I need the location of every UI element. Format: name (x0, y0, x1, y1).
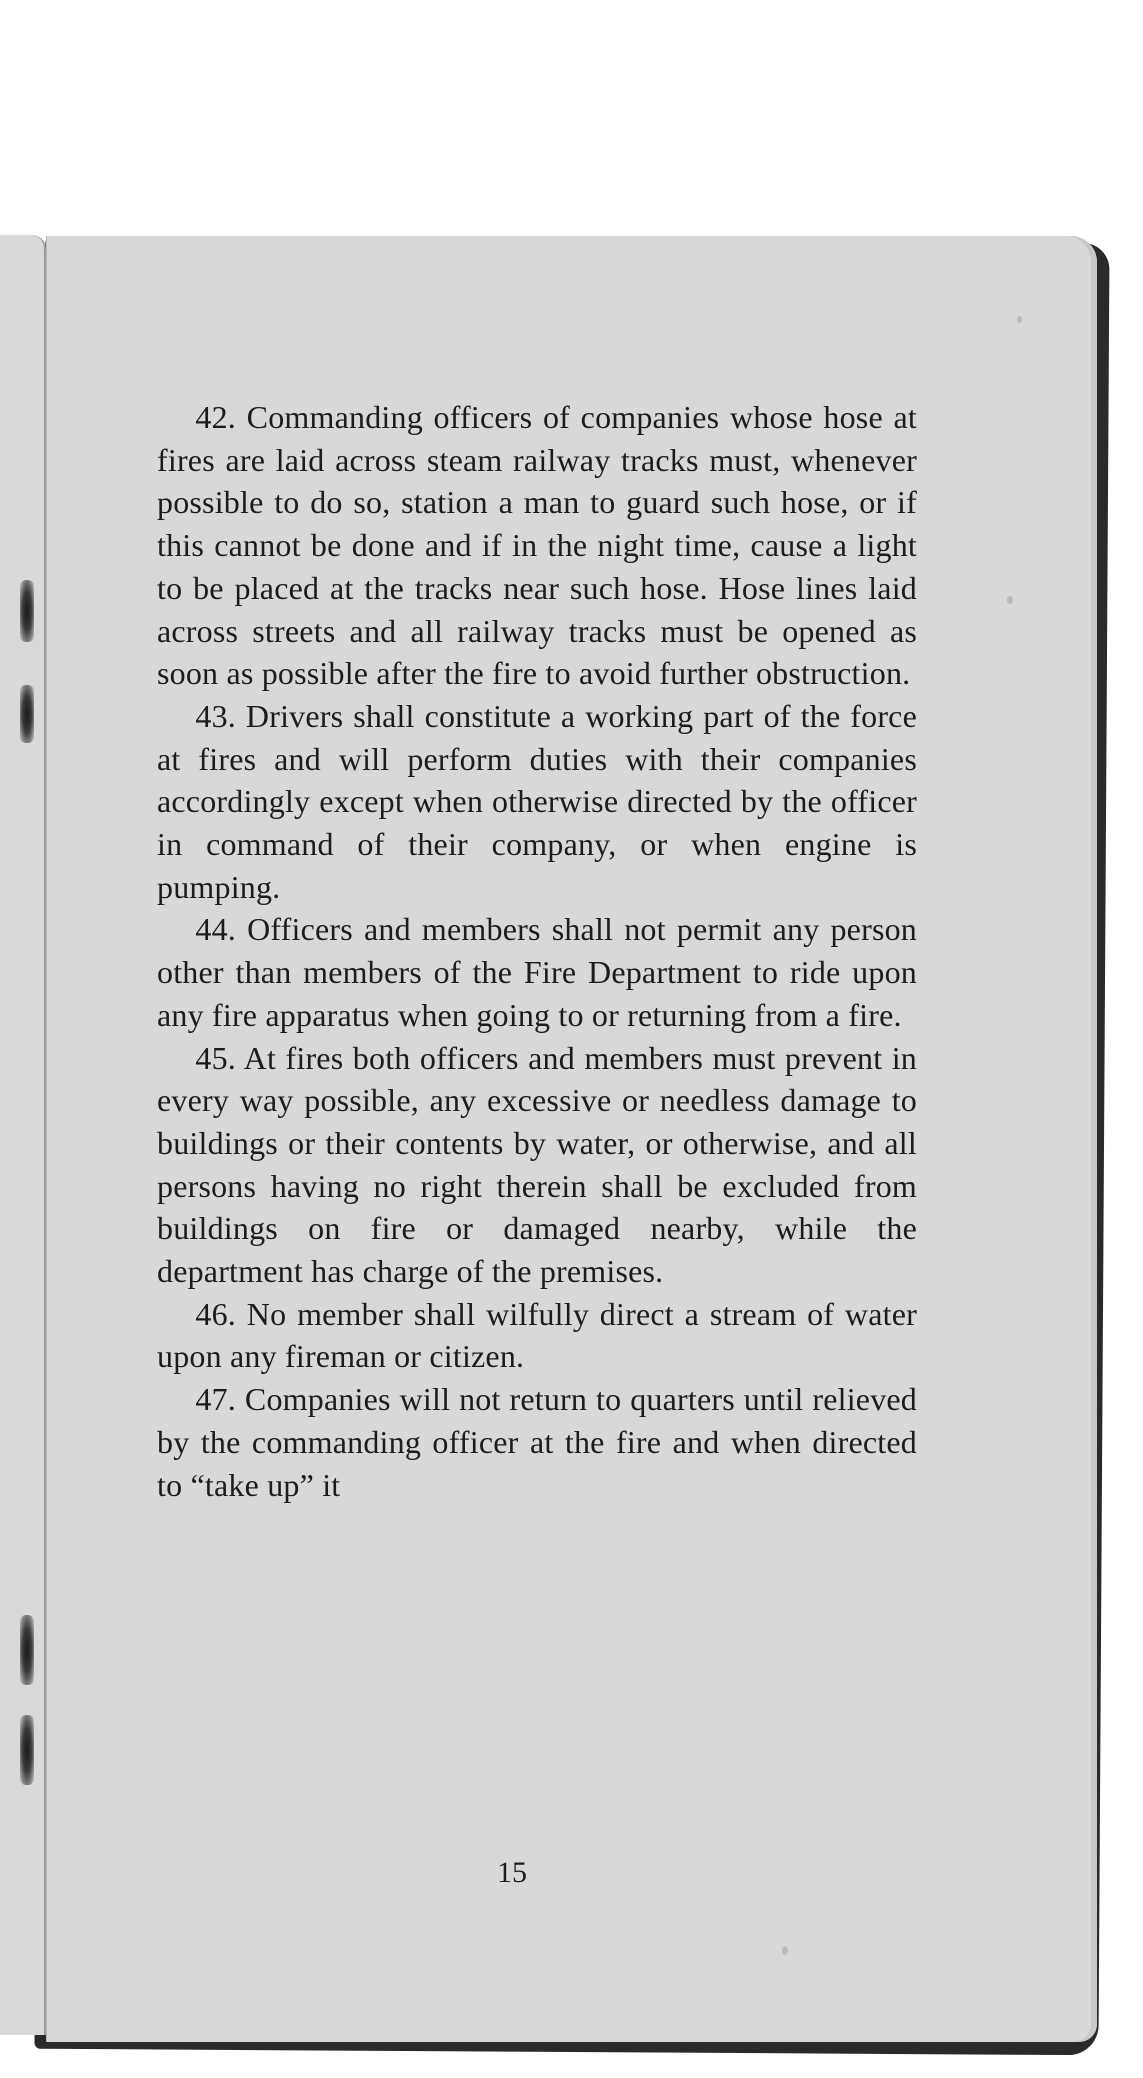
rule-46 (157, 1293, 917, 1378)
rule-text: Drivers shall constitute a working part of the force at fires and will perform duties with their companies accordingly except when otherwise directed by the officer in command of their company, or when engine is pumping. (157, 697, 917, 905)
rule-text: At fires both officers and members must prevent in every way possible, any excessive or needless damage to buildings or their contents by water, or otherwise, and all persons having no right therein shall be excluded from buildings on fire or damaged nearby, while the department has charge of the premises. (157, 1039, 918, 1290)
binding-staple-hole-icon (20, 1715, 34, 1785)
rule-number: 43. (195, 697, 236, 734)
rules-text (157, 396, 917, 1506)
rule-text: Companies will not return to quarters until relieved by the commanding officer at the fire and when directed to “take up” it (157, 1381, 918, 1503)
binding-staple-hole-icon (20, 580, 34, 642)
paper-spot (1017, 316, 1022, 323)
paper-spot (782, 1946, 788, 1955)
rule-text: Commanding officers of companies whose hose at fires are laid across steam railway tracks must, whenever possible to do so, station a man to guard such hose, or if this cannot be done and if in the night time, cause a light to be placed at the tracks near such hose. Hose lines laid across streets and all railway tracks must be opened as soon as possible after the fire to avoid further obstruction. (157, 399, 918, 692)
rule-45 (157, 1037, 917, 1293)
rule-number: 45. (195, 1039, 236, 1076)
page-number: 15 (497, 1856, 527, 1889)
rule-text: Officers and members shall not permit any person other than members of the Fire Department to ride upon any fire apparatus when going to or returning from a fire. (157, 911, 917, 1033)
binding-staple-hole-icon (20, 1615, 34, 1685)
booklet-page (46, 236, 1097, 2042)
rule-44 (157, 908, 917, 1036)
rule-number: 44. (195, 911, 236, 948)
rule-number: 47. (195, 1381, 236, 1418)
rule-47 (157, 1378, 917, 1506)
binding-staple-hole-icon (20, 685, 34, 743)
rule-43 (157, 695, 917, 909)
rule-42 (157, 396, 917, 695)
paper-spot (1007, 596, 1013, 604)
previous-page-edge (0, 235, 46, 2035)
rule-number: 42. (195, 399, 236, 435)
rule-number: 46. (195, 1295, 236, 1332)
rule-text: No member shall wilfully direct a stream of water upon any fireman or citizen. (157, 1295, 917, 1375)
